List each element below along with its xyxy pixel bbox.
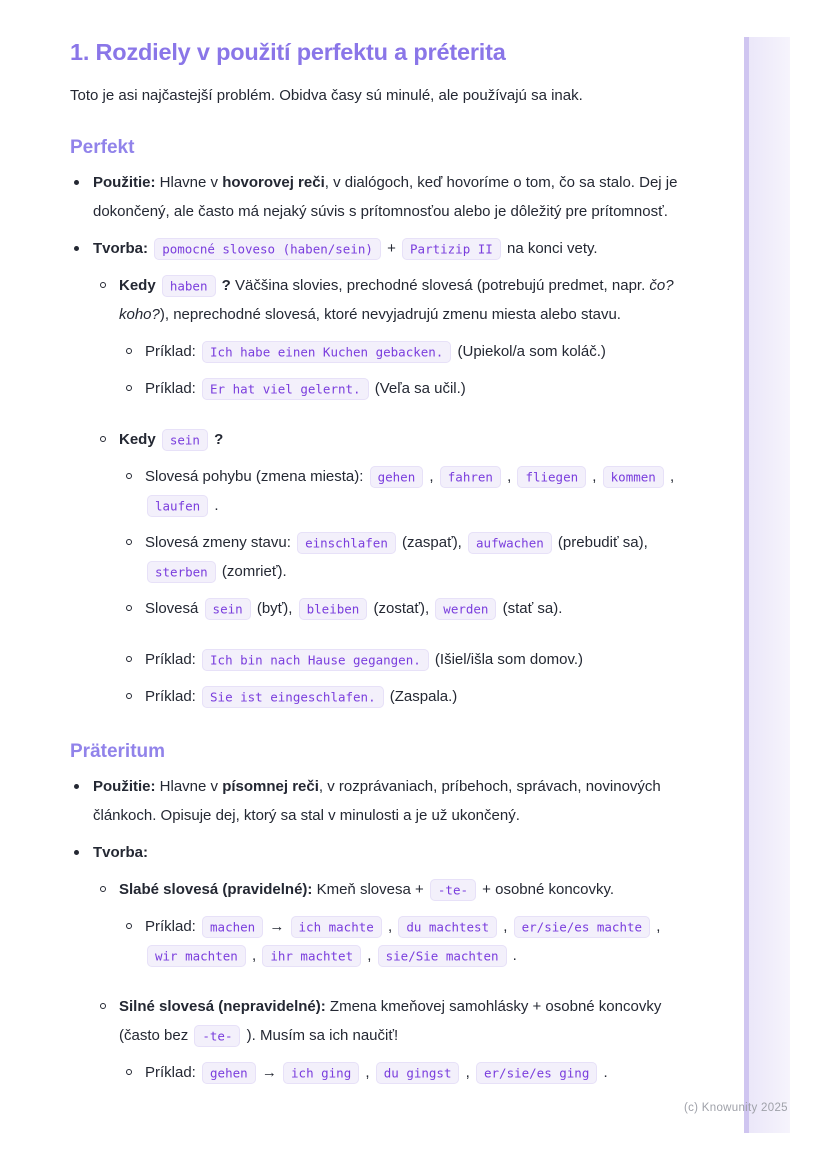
- text-run: (stať sa).: [498, 600, 563, 618]
- text-run: ,: [383, 918, 397, 936]
- code-badge: du machtest: [398, 916, 497, 938]
- bold-run: Použitie:: [93, 174, 156, 192]
- text-run: Príklad:: [145, 918, 201, 936]
- text-run: .: [210, 497, 219, 515]
- text-run: .: [599, 1064, 608, 1082]
- bold-run: ?: [217, 277, 231, 295]
- section-heading-perfekt: Perfekt: [70, 137, 135, 159]
- code-badge: er/sie/es ging: [476, 1062, 597, 1084]
- item-slabe-slovesa: [96, 875, 694, 970]
- text-run: ,: [588, 468, 601, 486]
- code-badge: sein: [205, 598, 251, 620]
- document-page: [70, 0, 694, 1087]
- text-run: Príklad:: [145, 1064, 201, 1082]
- arrow-run: →: [265, 918, 289, 936]
- text-run: (Zaspala.): [385, 688, 458, 706]
- bold-run: Slabé slovesá (pravidelné):: [119, 881, 313, 899]
- item-kedy-haben: [96, 271, 694, 403]
- page-title: 1. Rozdiely v použití perfektu a préterita: [70, 39, 506, 65]
- code-badge: bleiben: [299, 598, 368, 620]
- code-badge: du gingst: [376, 1062, 460, 1084]
- code-badge: Partizip II: [402, 238, 501, 260]
- code-badge: -te-: [194, 1025, 240, 1047]
- example-item: [122, 374, 694, 403]
- sein-sublist: [122, 462, 694, 711]
- section-heading-prateritum: Präteritum: [70, 741, 166, 763]
- text-run: (zostať),: [369, 600, 434, 618]
- code-badge: kommen: [603, 466, 664, 488]
- text-run: Zmena kmeňovej samohlásky + osobné koncovky (často bez: [119, 998, 662, 1045]
- code-badge: ihr machtet: [262, 945, 361, 967]
- code-badge: ich machte: [291, 916, 382, 938]
- code-badge: machen: [202, 916, 263, 938]
- code-badge: einschlafen: [297, 532, 396, 554]
- code-badge: werden: [435, 598, 496, 620]
- text-run: (prebudiť sa),: [553, 534, 648, 552]
- example-item: [122, 912, 694, 970]
- code-badge: er/sie/es machte: [514, 916, 650, 938]
- bold-run: ?: [209, 431, 224, 449]
- code-badge: haben: [162, 275, 216, 297]
- arrow-run: →: [257, 1064, 282, 1082]
- bold-run: hovorovej reči: [222, 174, 325, 192]
- code-badge: ich ging: [283, 1062, 359, 1084]
- text-run: ). Musím sa ich naučiť!: [242, 1027, 399, 1045]
- item-tvorba-perfekt: [70, 234, 694, 711]
- code-badge: fliegen: [517, 466, 586, 488]
- code-badge: pomocné sloveso (haben/sein): [154, 238, 381, 260]
- code-badge: wir machten: [147, 945, 246, 967]
- example-item: [122, 645, 694, 674]
- slabe-examples: [122, 912, 694, 970]
- code-badge: laufen: [147, 495, 208, 517]
- item-sein-byt: [122, 594, 694, 623]
- item-kedy-sein: [96, 425, 694, 711]
- item-pouzitie-prateritum: [70, 772, 694, 830]
- text-run: Príklad:: [145, 651, 201, 669]
- text-run: ,: [502, 468, 516, 486]
- italic-run: čo? koho?: [119, 277, 674, 324]
- bold-run: Tvorba:: [93, 240, 153, 258]
- example-item: [122, 337, 694, 366]
- text-run: ,: [363, 947, 376, 965]
- copyright-watermark: (c) Knowunity 2025: [684, 1102, 788, 1114]
- tvorba-prateritum-sublist: [96, 875, 694, 1087]
- code-badge: gehen: [370, 466, 424, 488]
- item-silne-slovesa: [96, 992, 694, 1087]
- text-run: Slovesá zmeny stavu:: [145, 534, 296, 552]
- text-run: .: [508, 947, 517, 965]
- code-badge: Ich habe einen Kuchen gebacken.: [202, 341, 451, 363]
- text-run: Slovesá pohybu (zmena miesta):: [145, 468, 368, 486]
- text-run: (byť),: [252, 600, 297, 618]
- text-run: + osobné koncovky.: [478, 881, 615, 899]
- item-pouzitie-perfekt: [70, 168, 694, 226]
- text-run: (Veľa sa učil.): [370, 380, 466, 398]
- text-run: (Upiekol/a som koláč.): [453, 343, 606, 361]
- code-badge: Sie ist eingeschlafen.: [202, 686, 384, 708]
- text-run: ,: [665, 468, 675, 486]
- text-run: ,: [652, 918, 661, 936]
- bold-run: Kedy: [119, 431, 160, 449]
- code-badge: sterben: [147, 561, 216, 583]
- example-item: [122, 1058, 694, 1087]
- text-run: ,: [461, 1064, 474, 1082]
- text-run: , v rozprávaniach, príbehoch, správach, novinových článkoch. Opisuje dej, ktorý sa stal v minulosti a je už ukončený.: [93, 778, 661, 825]
- bold-run: Použitie:: [93, 778, 156, 796]
- text-run: Hlavne v: [155, 174, 223, 192]
- code-badge: sie/Sie machten: [378, 945, 507, 967]
- prateritum-list: [70, 772, 694, 1087]
- silne-examples: [122, 1058, 694, 1087]
- text-run: Príklad:: [145, 688, 201, 706]
- text-run: Príklad:: [145, 380, 201, 398]
- text-run: (zaspať),: [397, 534, 467, 552]
- text-run: ), neprechodné slovesá, ktoré nevyjadrujú zmenu miesta alebo stavu.: [159, 306, 621, 324]
- text-run: ,: [361, 1064, 374, 1082]
- item-tvorba-prateritum: [70, 838, 694, 1087]
- item-zmena-stavu: [122, 528, 694, 586]
- text-run: (Išiel/išla som domov.): [430, 651, 584, 669]
- example-item: [122, 682, 694, 711]
- text-run: ,: [425, 468, 438, 486]
- text-run: na konci vety.: [502, 240, 598, 258]
- text-run: (zomrieť).: [217, 563, 287, 581]
- haben-examples: [122, 337, 694, 403]
- code-badge: aufwachen: [468, 532, 552, 554]
- text-run: Slovesá: [145, 600, 203, 618]
- text-run: Hlavne v: [155, 778, 223, 796]
- perfekt-list: [70, 168, 694, 711]
- intro-paragraph: Toto je asi najčastejší problém. Obidva časy sú minulé, ale používajú sa inak.: [70, 87, 583, 105]
- code-badge: Er hat viel gelernt.: [202, 378, 369, 400]
- text-run: ,: [499, 918, 512, 936]
- bold-run: písomnej reči: [222, 778, 319, 796]
- bold-run: Silné slovesá (nepravidelné):: [119, 998, 326, 1016]
- text-run: Väčšina slovies, prechodné slovesá (potrebujú predmet, napr.: [230, 277, 650, 295]
- code-badge: sein: [162, 429, 208, 451]
- tvorba-sublist: [96, 271, 694, 711]
- page-edge-bar: [744, 37, 790, 1133]
- text-run: Príklad:: [145, 343, 201, 361]
- code-badge: Ich bin nach Hause gegangen.: [202, 649, 429, 671]
- code-badge: -te-: [430, 879, 476, 901]
- bold-run: Kedy: [119, 277, 160, 295]
- item-slovesa-pohybu: [122, 462, 694, 520]
- bold-run: Tvorba:: [93, 844, 149, 862]
- text-run: , v dialógoch, keď hovoríme o tom, čo sa stalo. Dej je dokončený, ale často má nejaký súvis s prítomnosťou alebo je dôležitý pre prítomnosť.: [93, 174, 678, 221]
- code-badge: gehen: [202, 1062, 256, 1084]
- text-run: ,: [247, 947, 261, 965]
- text-run: Kmeň slovesa +: [312, 881, 428, 899]
- text-run: +: [382, 240, 401, 258]
- code-badge: fahren: [440, 466, 501, 488]
